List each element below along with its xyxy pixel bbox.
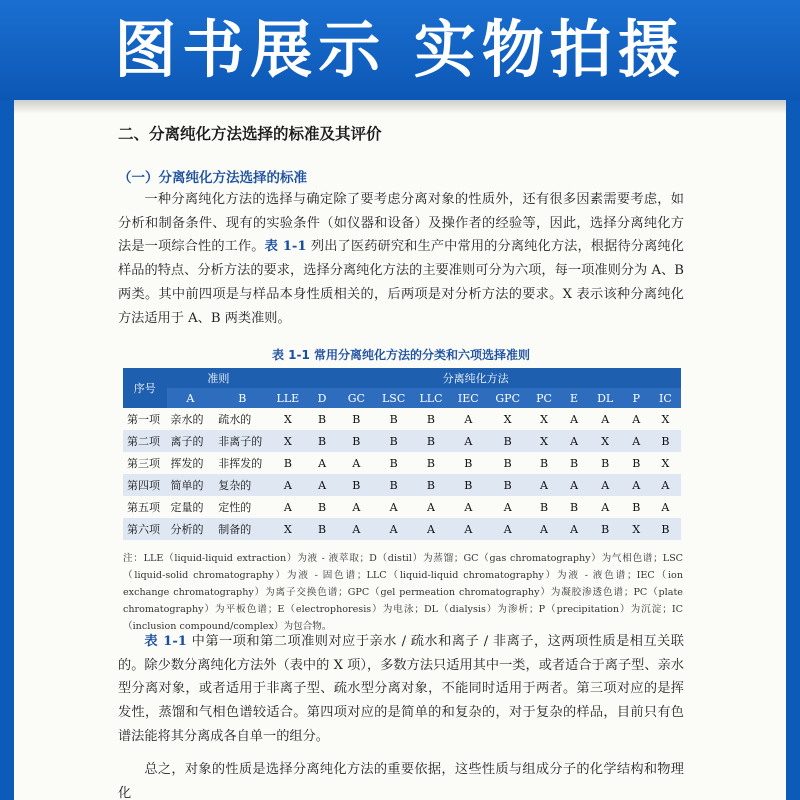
table-cell: X [270,408,305,430]
table-cell: A [623,474,650,496]
criterion-b: 复杂的 [214,474,270,496]
table-cell: A [270,474,305,496]
table-cell: B [374,430,413,452]
table-cell: B [527,496,560,518]
header-method: E [561,388,588,408]
table-reference: 表 1-1 [264,239,307,255]
criterion-a: 简单的 [167,474,215,496]
table-title: 表 1-1 常用分离纯化方法的分类和六项选择准则 [271,348,531,362]
criterion-b: 制备的 [214,518,270,540]
criteria-table [123,368,681,540]
table-cell: A [306,474,339,496]
table-cell: B [339,408,374,430]
header-method: IEC [449,388,488,408]
table-cell: X [623,518,650,540]
paragraph-3 [118,758,684,800]
row-index: 第一项 [123,408,167,430]
table-cell: A [561,408,588,430]
header-methods: 分离纯化方法 [270,368,681,388]
table-row [123,496,681,518]
header-index: 序号 [123,368,167,408]
table-cell: B [488,430,527,452]
table-cell: X [588,430,623,452]
table-cell: A [588,474,623,496]
row-index: 第三项 [123,452,167,474]
header-method: DL [588,388,623,408]
header-method: LLC [413,388,448,408]
table-cell: B [413,452,448,474]
table-row [123,430,681,452]
table-cell: A [561,518,588,540]
table-reference-2: 表 1-1 [144,634,187,649]
table-cell: A [561,474,588,496]
header-sub-a: A [167,388,215,408]
table-cell: A [413,518,448,540]
row-index: 第六项 [123,518,167,540]
header-method: PC [527,388,560,408]
table-cell: A [449,408,488,430]
table-cell: B [527,452,560,474]
criterion-b: 非离子的 [214,430,270,452]
criterion-b: 非挥发的 [214,452,270,474]
table-cell: A [449,496,488,518]
table-cell: B [650,518,681,540]
table-cell: B [270,452,305,474]
header-method: GC [339,388,374,408]
table-cell: A [527,474,560,496]
table-cell: A [588,496,623,518]
table-cell: B [588,452,623,474]
table-cell: A [623,408,650,430]
book-page [14,100,786,800]
table-cell: X [270,518,305,540]
table-cell: B [413,430,448,452]
header-sub-b: B [214,388,270,408]
table-cell: A [374,518,413,540]
table-cell: B [449,474,488,496]
table-cell: B [306,496,339,518]
banner [0,0,800,100]
table-cell: A [413,496,448,518]
table-cell: B [650,430,681,452]
table-cell: X [650,452,681,474]
criterion-b: 定性的 [214,496,270,518]
page-shadow [14,100,786,114]
table-row [123,518,681,540]
table-cell: B [623,496,650,518]
table-cell: B [413,474,448,496]
criterion-a: 离子的 [167,430,215,452]
table-cell: A [488,518,527,540]
table-cell: B [374,408,413,430]
table-cell: X [527,408,560,430]
table-body [123,408,681,540]
table-cell: X [270,430,305,452]
row-index: 第五项 [123,496,167,518]
table-cell: X [488,408,527,430]
header-method: P [623,388,650,408]
criterion-a: 亲水的 [167,408,215,430]
table-cell: B [561,496,588,518]
table-cell: B [561,452,588,474]
table-cell: B [374,474,413,496]
paragraph-1-text-b: 列出了医药研究和生产中常用的分离纯化方法，根据待分离纯化样品的特点、分析方法的要求，选择分离纯化方法的主要准则可分为六项，每一项准则分为 A、B 两类。其中前四项是与样品本身性质相关的，后两项是对分析方法的要求。X 表示该种分离纯化方法适用于 A、B 两类准则。 [118,239,684,326]
header-method: GPC [488,388,527,408]
table-cell: A [650,496,681,518]
table-cell: X [527,430,560,452]
table-cell: A [449,430,488,452]
criterion-b: 疏水的 [214,408,270,430]
table-cell: A [339,496,374,518]
table-cell: A [339,452,374,474]
table-cell: A [270,496,305,518]
table-row [123,452,681,474]
header-method: LLE [270,388,305,408]
table-cell: B [306,408,339,430]
table-cell: B [339,474,374,496]
table-cell: B [488,474,527,496]
table-cell: B [306,430,339,452]
header-method: D [306,388,339,408]
table-cell: B [306,518,339,540]
table-cell: B [623,452,650,474]
criterion-a: 分析的 [167,518,215,540]
table-cell: A [449,518,488,540]
table-cell: A [561,430,588,452]
table-cell: A [650,474,681,496]
header-criteria: 准则 [167,368,271,388]
header-method: LSC [374,388,413,408]
table-cell: A [374,496,413,518]
table-cell: A [488,496,527,518]
header-method: IC [650,388,681,408]
criterion-a: 定量的 [167,496,215,518]
row-index: 第四项 [123,474,167,496]
table-cell: X [650,408,681,430]
table-cell: B [374,452,413,474]
paragraph-2 [118,630,684,749]
banner-title: 图书展示 实物拍摄 [114,13,686,86]
table-cell: A [623,430,650,452]
table-cell: B [588,518,623,540]
paragraph-1-text-a: 一种分离纯化方法的选择与确定除了要考虑分离对象的性质外，还有很多因素需要考虑，如分析和制备条件、现有的实验条件（如仪器和设备）及操作者的经验等，因此，选择分离纯化方法是一项综合性的工作。 [118,192,684,255]
table-cell: B [449,452,488,474]
table-row [123,408,681,430]
paragraph-1 [118,188,684,330]
table-row [123,474,681,496]
row-index: 第二项 [123,430,167,452]
section-subheading: （一）分离纯化方法选择的标准 [118,170,307,186]
table-cell: B [488,452,527,474]
paragraph-2-text: 中第一项和第二项准则对应于亲水 / 疏水和离子 / 非离子，这两项性质是相互关联的。除少数分离纯化方法外（表中的 X 项），多数方法只适用其中一类，或者适合于离子型、亲水型分离对象，或者适用于非离子型、疏水型分离对象，不能同时适用于两者。第三项对应的是挥发性，蒸馏和气相色谱较适合。第四项对应的是简单的和复杂的，对于复杂的样品，目前只有色谱法能将其分离成各自单一的组分。 [118,634,684,744]
table-cell: B [339,430,374,452]
paragraph-3-text: 总之，对象的性质是选择分离纯化方法的重要依据，这些性质与组成分子的化学结构和物理化 [118,762,684,800]
table-cell: B [413,408,448,430]
table-cell: A [306,452,339,474]
table-cell: A [527,518,560,540]
table-note: 注：LLE（liquid-liquid extraction）为液 - 液萃取；D（distil）为蒸馏；GC（gas chromatography）为气相色谱；LSC（liquid-solid chromatography）为液 - 固色谱；LLC（liquid-liquid chromatography）为液 - 液色谱；IEC（ion exchange chromatography）为离子交换色谱；GPC（gel permeation chromatography）为凝胶渗透色谱；PC（plate chromatography）为平板色谱；E（electrophoresis）为电泳；DL（dialysis）为渗析；P（precipitation）为沉淀；IC（inclusion compound/complex）为包合物。 [123,553,683,632]
criterion-a: 挥发的 [167,452,215,474]
table-cell: A [339,518,374,540]
table-cell: A [588,408,623,430]
section-heading: 二、分离纯化方法选择的标准及其评价 [118,125,382,143]
